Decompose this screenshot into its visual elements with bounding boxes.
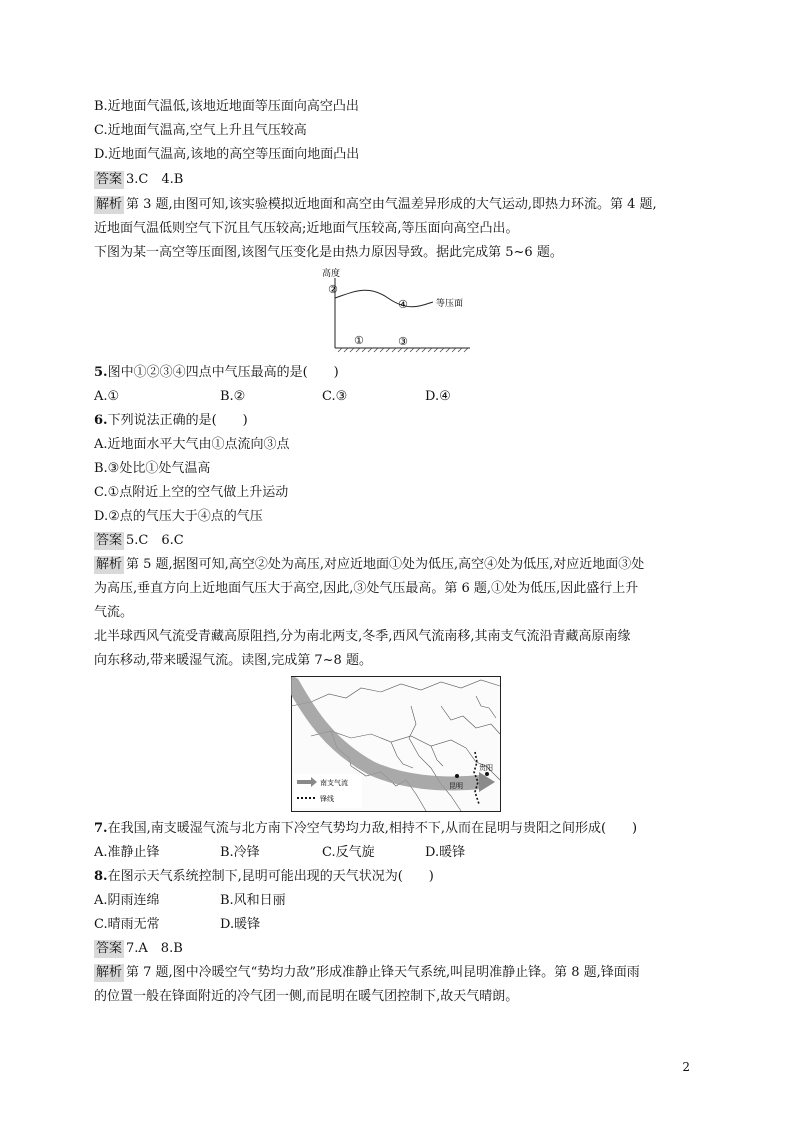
city-guiyang: 贵阳 <box>479 764 493 772</box>
page-number: 2 <box>682 1060 690 1074</box>
question-stem: 下列说法正确的是( ) <box>107 413 248 428</box>
isobaric-curve <box>335 290 433 307</box>
answer-7-8 <box>94 940 183 958</box>
q6-option-d: D.②点的气压大于④点的气压 <box>94 509 263 524</box>
question-stem: 在图示天气系统控制下,昆明可能出现的天气状况为( ) <box>107 869 434 884</box>
isobaric-curve-label: 等压面 <box>436 299 464 309</box>
q5-option-a: A.① <box>94 389 120 404</box>
q5-option-c: C.③ <box>322 389 348 404</box>
intro-7-8-line2: 向东移动,带来暖湿气流。读图,完成第 7~8 题。 <box>94 653 372 668</box>
ground-hatch <box>338 348 468 352</box>
q7-option-d: D.暖锋 <box>425 845 466 860</box>
q8-option-b: B.风和日丽 <box>220 893 286 908</box>
question-number: 6. <box>94 413 108 428</box>
explanation-tag: 解析 <box>96 557 123 572</box>
answer-text: 5.C 6.C <box>126 533 184 548</box>
question-5 <box>94 364 339 382</box>
answer-text: 7.A 8.B <box>126 941 183 956</box>
guiyang-dot <box>485 772 489 776</box>
height-axis-label: 高度 <box>322 269 341 279</box>
point-4: ④ <box>398 298 408 311</box>
q5-option-b: B.② <box>220 389 246 404</box>
option-b-q4: B.近地面气温低,该地近地面等压面向高空凸出 <box>94 99 359 114</box>
answer-5-6 <box>94 532 184 550</box>
explanation-text: 第 3 题,由图可知,该实验模拟近地面和高空由气温差异形成的大气运动,即热力环流。第 4 题, <box>126 197 657 212</box>
explanation-3-4-line2: 近地面气温低则空气下沉且气压较高;近地面气压较高,等压面向高空凸出。 <box>94 221 519 236</box>
intro-7-8-line1: 北半球西风气流受青藏高原阻挡,分为南北两支,冬季,西风气流南移,其南支气流沿青藏高原南缘 <box>94 629 631 644</box>
explanation-text: 第 7 题,图中冷暖空气“势均力敌”形成准静止锋天气系统,叫昆明准静止锋。第 8 题,锋面雨 <box>126 965 640 980</box>
point-3: ③ <box>398 335 408 348</box>
q7-option-a: A.准静止锋 <box>94 845 160 860</box>
q5-option-d: D.④ <box>425 389 451 404</box>
q6-option-a: A.近地面水平大气由①点流向③点 <box>94 437 290 452</box>
kunming-dot <box>455 774 459 778</box>
q8-option-d: D.暖锋 <box>220 917 261 932</box>
question-stem: 图中①②③④四点中气压最高的是( ) <box>107 365 339 380</box>
question-number: 8. <box>94 869 108 884</box>
q8-option-c: C.晴雨无常 <box>94 917 160 932</box>
explanation-3-4-line1 <box>94 196 657 214</box>
point-2: ② <box>328 283 338 296</box>
question-6 <box>94 412 248 430</box>
question-8 <box>94 868 434 886</box>
explanation-7-8-line2: 的位置一般在锋面附近的冷气团一侧,而昆明在暖气团控制下,故天气晴朗。 <box>94 989 519 1004</box>
answer-tag: 答案 <box>96 941 123 956</box>
intro-5-6: 下图为某一高空等压面图,该图气压变化是由热力原因导致。据此完成第 5~6 题。 <box>94 245 563 260</box>
q8-option-a: A.阴雨连绵 <box>94 893 160 908</box>
answer-3-4 <box>94 171 183 189</box>
q7-option-b: B.冷锋 <box>220 845 260 860</box>
explanation-text: 第 5 题,据图可知,高空②处为高压,对应近地面①处为低压,高空④处为低压,对应近地面③处 <box>126 557 645 572</box>
option-d-q4: D.近地面气温高,该地的高空等压面向地面凸出 <box>94 147 360 162</box>
answer-tag: 答案 <box>96 172 123 187</box>
question-stem: 在我国,南支暖湿气流与北方南下冷空气势均力敌,相持不下,从而在昆明与贵阳之间形成( ) <box>107 821 638 836</box>
legend-front-label: 锋线 <box>320 795 334 803</box>
isobar-figure <box>318 264 478 354</box>
q6-option-c: C.①点附近上空的空气做上升运动 <box>94 485 289 500</box>
explanation-7-8-line1 <box>94 964 640 982</box>
question-number: 7. <box>94 821 108 836</box>
q7-option-c: C.反气旋 <box>322 845 375 860</box>
answer-tag: 答案 <box>96 533 123 548</box>
explanation-5-6-line2: 为高压,垂直方向上近地面气压大于高空,因此,③处气压最高。第 6 题,①处为低压,因此盛行上升 <box>94 581 639 596</box>
point-1: ① <box>354 334 364 347</box>
question-number: 5. <box>94 365 108 380</box>
explanation-5-6-line3: 气流。 <box>94 605 134 620</box>
explanation-tag: 解析 <box>96 197 123 212</box>
question-7 <box>94 820 637 838</box>
answer-text: 3.C 4.B <box>126 172 184 187</box>
south-branch-map <box>291 676 501 812</box>
option-c-q4: C.近地面气温高,空气上升且气压较高 <box>94 123 307 138</box>
legend-airflow-label: 南支气流 <box>320 779 348 787</box>
city-kunming: 昆明 <box>449 782 463 790</box>
explanation-tag: 解析 <box>96 965 123 980</box>
explanation-5-6-line1 <box>94 556 644 574</box>
q6-option-b: B.③处比①处气温高 <box>94 461 211 476</box>
